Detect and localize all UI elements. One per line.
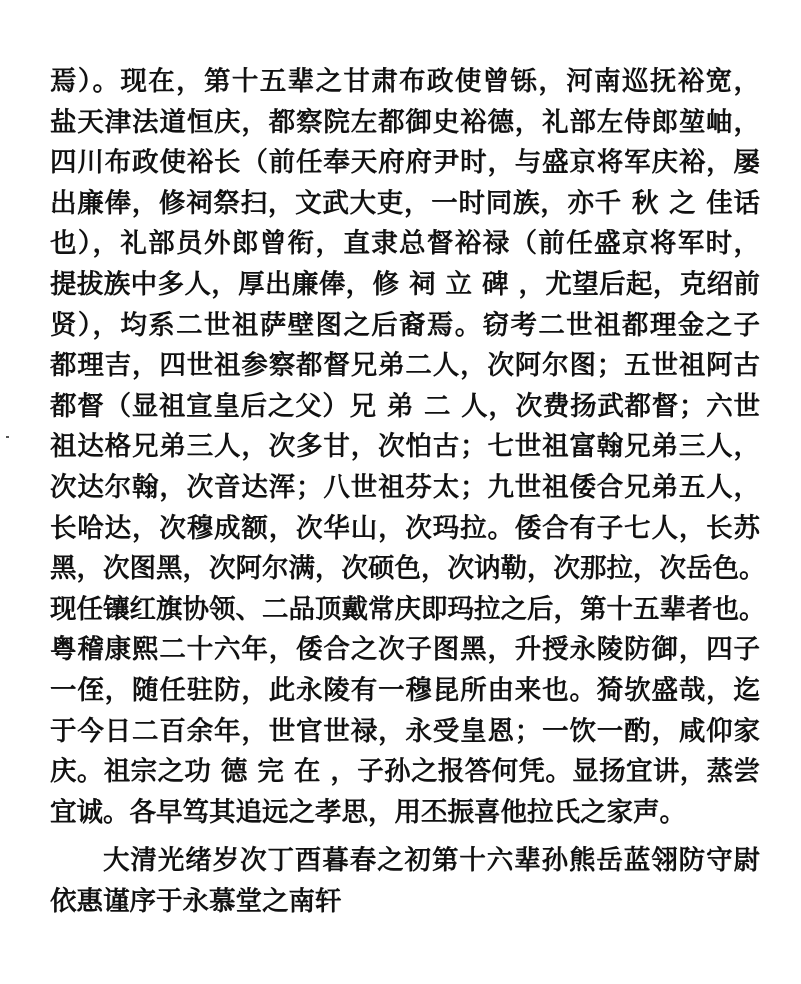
text-line: 黑，次图黑，次阿尔满，次硕色，次讷勒，次那拉，次岳色。	[50, 553, 766, 585]
text-line: 祖达格兄弟三人，次多甘，次怕古；七世祖富翰兄弟三人，	[50, 431, 760, 463]
text-line: 庆。祖宗之功 德 完 在 ，子孙之报答何凭。显扬宜讲，蒸尝	[50, 756, 760, 788]
text-line: 一侄，随任驻防，此永陵有一穆昆所由来也。猗欤盛哉，迄	[50, 674, 760, 706]
text-line: 现任镶红旗协领、二品顶戴常庆即玛拉之后，第十五辈者也。	[50, 593, 766, 625]
text-line: 粤稽康熙二十六年，倭合之次子图黑，升授永陵防御，四子	[50, 634, 760, 666]
text-line: 都理吉，四世祖参察都督兄弟二人，次阿尔图；五世祖阿古	[50, 350, 760, 382]
preface-text	[50, 62, 766, 922]
text-line: 贤），均系二世祖萨壁图之后裔焉。窃考二世祖都理金之子	[50, 309, 760, 341]
text-line: 出廉俸，修祠祭扫，文武大吏，一时同族，亦千 秋 之 佳话	[50, 187, 760, 219]
text-line: 次达尔翰，次音达浑；八世祖芬太；九世祖倭合兄弟五人，	[50, 471, 760, 503]
text-line: 提拔族中多人，厚出廉俸，修 祠 立 碑 ，尤望后起，克绍前	[50, 268, 760, 300]
text-line: 盐天津法道恒庆，都察院左都御史裕德，礼部左侍郎堃岫，	[50, 106, 760, 138]
scan-speck	[6, 436, 9, 438]
text-line: 四川布政使裕长（前任奉天府府尹时，与盛京将军庆裕，屡	[50, 147, 760, 179]
text-line: 都督（显祖宣皇后之父）兄 弟 二 人，次费扬武都督；六世	[50, 390, 760, 422]
signature-line: 依惠谨序于永慕堂之南轩	[50, 885, 342, 917]
signature-line: 大清光绪岁次丁酉暮春之初第十六辈孙熊岳蓝翎防守尉	[103, 845, 760, 877]
paragraph-gap	[50, 833, 760, 841]
text-line: 焉）。现在，第十五辈之甘肃布政使曾铄，河南巡抚裕宽，	[50, 66, 760, 97]
text-line: 宜诚。各早笃其追远之孝思，用丕振喜他拉氏之家声。	[50, 796, 686, 828]
text-line: 长哈达，次穆成额，次华山，次玛拉。倭合有子七人，长苏	[50, 512, 760, 544]
text-line: 于今日二百余年，世官世禄，永受皇恩；一饮一酌，咸仰家	[50, 715, 760, 747]
text-line: 也），礼部员外郎曾衔，直隶总督裕禄（前任盛京将军时，	[50, 228, 760, 260]
